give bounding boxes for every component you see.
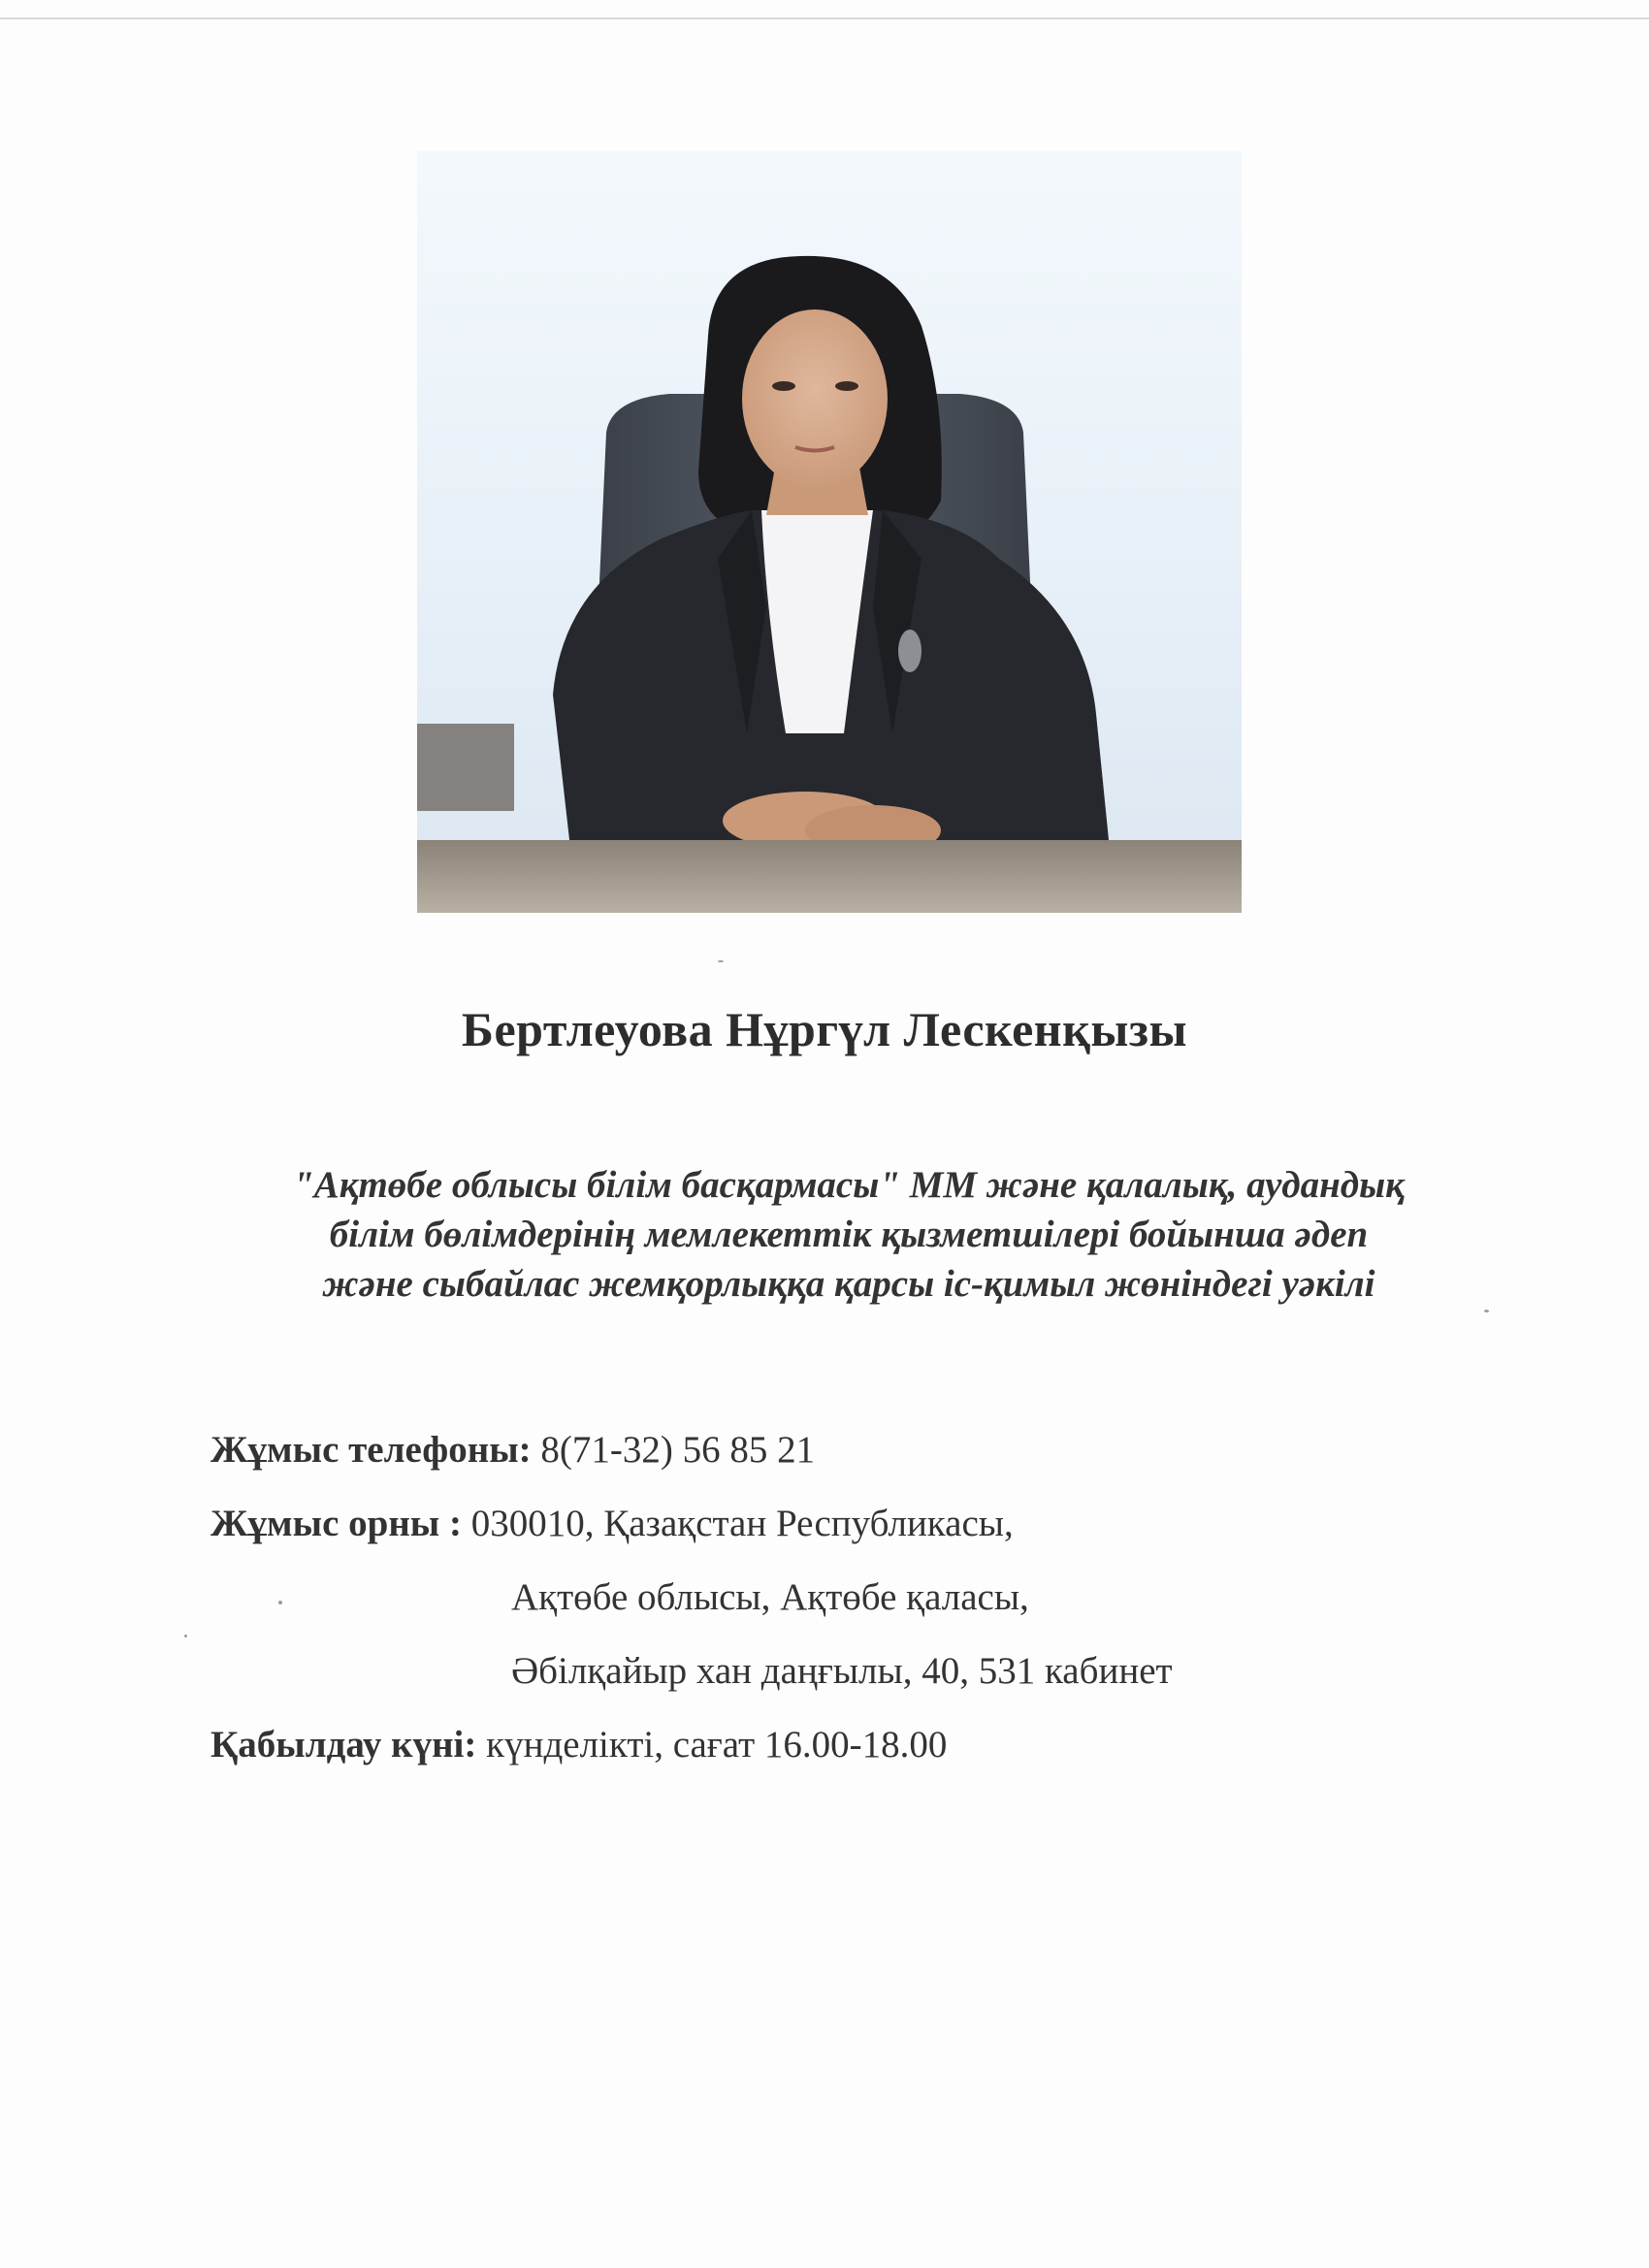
address-line: Ақтөбе облысы, Ақтөбе қаласы, [511,1576,1029,1618]
reception-value: күнделікті, сағат 16.00-18.00 [486,1724,948,1766]
phone-row [210,1428,815,1472]
scan-speck [718,960,724,962]
address-row [210,1502,1014,1545]
scan-speck [1484,1310,1489,1312]
position-line: білім бөлімдерінің мемлекеттік қызметшілері бойынша әдеп [329,1214,1369,1255]
reception-label: Қабылдау күні: [210,1724,477,1766]
position-line: "Ақтөбе облысы білім басқармасы" ММ және қалалық, аудандық [293,1164,1405,1206]
phone-label: Жұмыс телефоны: [210,1429,532,1471]
portrait-photo [417,151,1242,913]
scan-speck [278,1601,282,1604]
scan-speck [184,1635,187,1637]
person-name: Бертлеуова Нұргүл Лескенқызы [461,1002,1188,1056]
reception-row [210,1723,947,1766]
address-line: Әбілқайыр хан даңғылы, 40, 531 кабинет [511,1650,1173,1692]
address-line: 030010, Қазақстан Республикасы, [470,1503,1014,1544]
scan-edge-line [0,17,1649,19]
address-label: Жұмыс орны : [210,1503,462,1544]
position-line: және сыбайлас жемқорлыққа қарсы іс-қимыл жөніндегі уәкілі [322,1263,1375,1305]
phone-value: 8(71-32) 56 85 21 [540,1429,816,1471]
person-position [155,1160,1542,1309]
portrait-illustration [417,151,1242,913]
